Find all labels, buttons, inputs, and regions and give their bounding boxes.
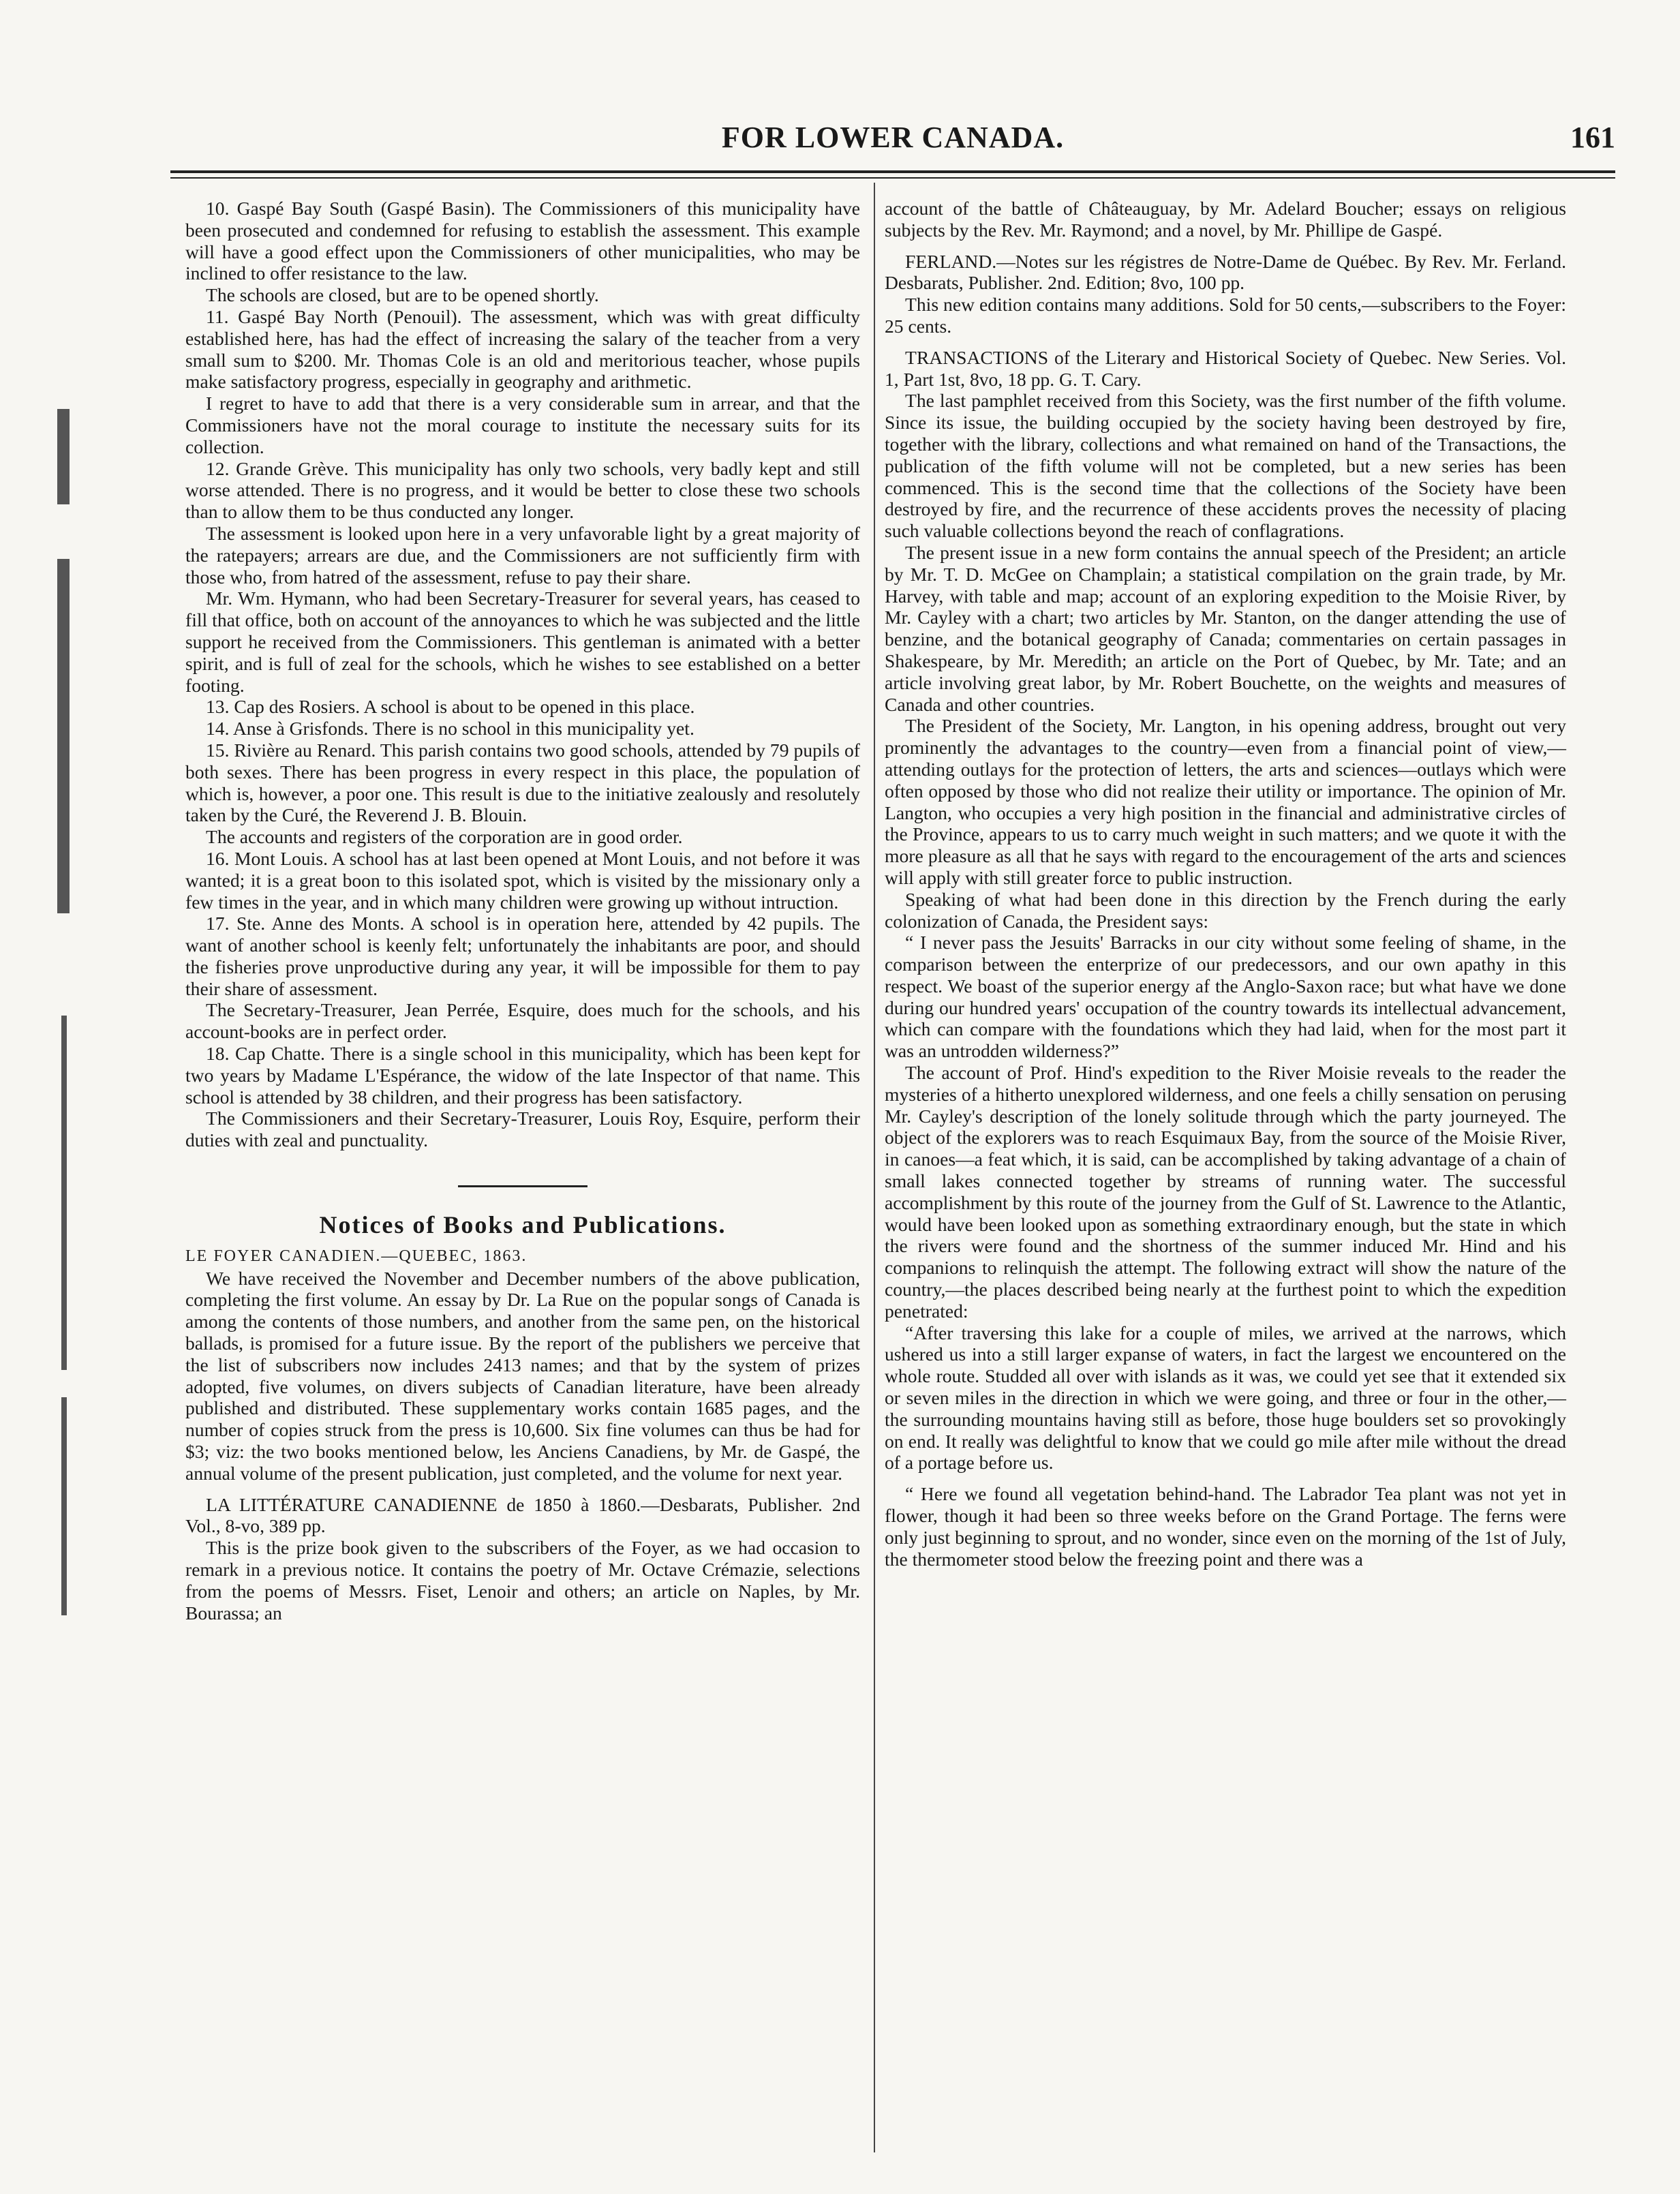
paragraph: The account of Prof. Hind's expedition to the River Moisie reveals to the reader the mysteries of a hitherto unexplored wilderness, and one feels a chilly sensation on perusing Mr. Cayley's description of the lonely solitude through which the party journeyed. The object of the explorers was to reach Esquimaux Bay, from the source of the Moisie River, in canoes—a feat which, it is said, can be accomplished by taking advantage of a chain of small lakes connected together by streams of running water. The successful accomplishment by this route of the journey from the Gulf of St. Lawrence to the Atlantic, would have been looked upon as something extraordinary enough, but the state in which the rivers were found and the shortness of the summer induced Mr. Hind and his companions to relinquish the attempt. The following extract will show the nature of the country,—the places described being nearly at the furthest point to which the expedition penetrated: <box>885 1062 1566 1322</box>
running-title: FOR LOWER CANADA. <box>721 121 1065 154</box>
paragraph: 12. Grande Grève. This municipality has only two schools, very badly kept and still worse attended. There is no progress, and it would be better to close these two schools than to allow them to be thus conducted any longer. <box>185 457 860 523</box>
paragraph: We have received the November and December numbers of the above publication, completing the first volume. An essay by Dr. La Rue on the popular songs of Canada is among the contents of those numbers, and another from the same pen, on the historical ballads, is promised for a future issue. By the report of the publishers we perceive that the list of subscribers now includes 2413 names; and that by the system of prizes adopted, five volumes, on divers subjects of Canadian literature, have been already published and distributed. These supplementary works contain 1685 pages, and the number of copies struck from the press is 10,600. Six fine volumes can thus be had for $3; viz: the two books mentioned below, les Anciens Canadiens, by Mr. de Gaspé, the annual volume of the present publication, just completed, and the volume for next year. <box>185 1267 860 1484</box>
paragraph: account of the battle of Châteauguay, by Mr. Adelard Boucher; essays on religious subjects by the Rev. Mr. Raymond; and a novel, by Mr. Phillipe de Gaspé. <box>885 198 1566 241</box>
section-title: Notices of Books and Publications. <box>319 1211 727 1239</box>
paragraph: 16. Mont Louis. A school has at last been opened at Mont Louis, and not before it was wanted; it is a great boon to this isolated spot, which is visited by the missionary only a few times in the year, and in which many children were growing up without intruction. <box>185 847 860 913</box>
header-rule <box>170 177 1615 179</box>
section-rule <box>458 1185 587 1187</box>
margin-mark <box>61 1397 67 1615</box>
paragraph: The Commissioners and their Secretary-Treasurer, Louis Roy, Esquire, perform their duties with zeal and punctuality. <box>185 1108 860 1151</box>
paragraph: This new edition contains many additions. Sold for 50 cents,—subscribers to the Foyer: 25 cents. <box>885 294 1566 337</box>
margin-mark <box>57 559 70 913</box>
paragraph: 14. Anse à Grisfonds. There is no school in this municipality yet. <box>206 718 694 740</box>
right-column <box>885 198 1566 1570</box>
paragraph: FERLAND.—Notes sur les régistres de Notre-Dame de Québec. By Rev. Mr. Ferland. Desbarats, Publisher. 2nd. Edition; 8vo, 100 pp. <box>885 250 1566 294</box>
quotation: “ I never pass the Jesuits' Barracks in our city without some feeling of shame, in the comparison between the enterprize of our predecessors, and our own apathy in this respect. We boast of the superior energy af the Anglo-Saxon race; but what have we done during our hundred years' occupation of the country towards its intellectual advancement, which can compare with the foundations which they had laid, when for the most part it was an untrodden wilderness?” <box>885 932 1566 1062</box>
paragraph: The assessment is looked upon here in a very unfavorable light by a great majority of the ratepayers; arrears are due, and the Commissioners are not sufficiently firm with those who, from hatred of the assessment, refuse to pay their share. <box>185 522 860 588</box>
paragraph: Mr. Wm. Hymann, who had been Secretary-Treasurer for several years, has ceased to fill that office, both on account of the annoyances to which he was subjected and the little support he received from the Commissioners. This gentleman is animated with a better spirit, and is full of zeal for the schools, which he wishes to see established on a better footing. <box>185 588 860 696</box>
paragraph: 11. Gaspé Bay North (Penouil). The assessment, which was with great difficulty established here, has had the effect of increasing the salary of the teacher from a very small sum to $200. Mr. Thomas Cole is an old and meritorious teacher, whose pupils make satisfactory progress, especially in geography and arithmetic. <box>185 305 860 393</box>
paragraph: The President of the Society, Mr. Langton, in his opening address, brought out very prominently the advantages to the country—even from a financial point of view,—attending outlays for the protection of letters, the arts and sciences—outlays which were often opposed by those who did not realize their utility or importance. The opinion of Mr. Langton, who occupies a very high position in the financial and administrative circles of the Province, appears to us to carry much weight in such matters; and we quote it with the more pleasure as all that he says with regard to the encouragement of the arts and sciences will apply with still greater force to public instruction. <box>885 715 1566 888</box>
quotation: “After traversing this lake for a couple of miles, we arrived at the narrows, which ushered us into a still larger expanse of waters, in fact the largest we encountered on the whole route. Studded all over with islands as it was, we could yet see that it extended six or seven miles in the direction in which we were going, and three or four in the other,—the surrounding mountains having still as before, those huge boulders set so provokingly on end. It really was delightful to know that we could go mile after mile without the dread of a portage before us. <box>885 1322 1566 1474</box>
paragraph: Speaking of what had been done in this direction by the French during the early colonization of Canada, the President says: <box>885 888 1566 932</box>
paragraph: The schools are closed, but are to be opened shortly. <box>206 284 599 306</box>
subheading: LE FOYER CANADIEN.—QUEBEC, 1863. <box>185 1247 528 1265</box>
paragraph: This is the prize book given to the subscribers of the Foyer, as we had occasion to remark in a previous notice. It contains the poetry of Mr. Octave Crémazie, selections from the poems of Messrs. Fiset, Lenoir and others; an article on Naples, by Mr. Bourassa; an <box>185 1537 860 1624</box>
paragraph: I regret to have to add that there is a very considerable sum in arrear, and that the Commissioners have not the moral courage to institute the necessary suits for its collection. <box>185 393 860 457</box>
column-divider <box>874 183 875 2152</box>
paragraph: 17. Ste. Anne des Monts. A school is in operation here, attended by 42 pupils. The want of another school is keenly felt; unfortunately the inhabitants are poor, and should the fisheries prove unproductive during any year, it will be impossible for them to pay their share of assessment. <box>185 913 860 999</box>
paragraph: 10. Gaspé Bay South (Gaspé Basin). The Commissioners of this municipality have been prosecuted and condemned for refusing to establish the assessment. This example will have a good effect upon the Commissioners of other municipalities, who may be inclined to offer resistance to the law. <box>185 198 860 284</box>
paragraph: 13. Cap des Rosiers. A school is about to be opened in this place. <box>206 696 695 718</box>
paragraph: TRANSACTIONS of the Literary and Historical Society of Quebec. New Series. Vol. 1, Part 1st, 8vo, 18 pp. G. T. Cary. <box>885 346 1566 390</box>
running-header <box>170 116 1615 164</box>
paragraph: 18. Cap Chatte. There is a single school in this municipality, which has been kept for two years by Madame L'Espérance, the widow of the late Inspector of that name. This school is attended by 38 children, and their progress has been satisfactory. <box>185 1043 860 1108</box>
paragraph: The Secretary-Treasurer, Jean Perrée, Esquire, does much for the schools, and his account-books are in perfect order. <box>185 999 860 1043</box>
paragraph: The last pamphlet received from this Society, was the first number of the fifth volume. Since its issue, the building occupied by the society having been destroyed by fire, together with the library, collections and what remained on hand of the Transactions, the publication of the fifth volume will not be completed, but a new series has been commenced. This is the second time that the collections of the Society have been destroyed by fire, and the recurrence of these accidents proves the necessity of placing such valuable collections beyond the reach of conflagrations. <box>885 390 1566 542</box>
margin-mark <box>57 409 70 504</box>
header-rule <box>170 170 1615 173</box>
paragraph: 15. Rivière au Renard. This parish contains two good schools, attended by 79 pupils of both sexes. There has been progress in every respect in this place, the population of which is, however, a poor one. This result is due to the initiative zealously and resolutely taken by the Curé, the Reverend J. B. Blouin. <box>185 739 860 826</box>
margin-mark <box>61 1016 67 1370</box>
quotation: “ Here we found all vegetation behind-hand. The Labrador Tea plant was not yet in flower, though it had been so three weeks before on the Grand Portage. The ferns were only just beginning to sprout, and no wonder, since even on the morning of the 1st of July, the thermometer stood below the freezing point and there was a <box>885 1483 1566 1570</box>
left-column <box>185 198 860 1624</box>
page-number: 161 <box>1570 121 1615 154</box>
paragraph: The present issue in a new form contains the annual speech of the President; an article by Mr. T. D. McGee on Champlain; a statistical compilation on the grain trade, by Mr. Harvey, with table and map; account of an exploring expedition to the Moisie River, by Mr. Cayley with a chart; two articles by Mr. Stanton, on the danger attending the use of benzine, and the botanical geography of Canada; commentaries on certain passages in Shakespeare, by Mr. Meredith; an article on the Port of Quebec, by Mr. Tate; and an article involving great labor, by Mr. Robert Bouchette, on the weights and measures of Canada and other countries. <box>885 541 1566 715</box>
paragraph: LA LITTÉRATURE CANADIENNE de 1850 à 1860.—Desbarats, Publisher. 2nd Vol., 8-vo, 389 pp. <box>185 1493 860 1537</box>
paragraph: The accounts and registers of the corporation are in good order. <box>206 826 683 848</box>
